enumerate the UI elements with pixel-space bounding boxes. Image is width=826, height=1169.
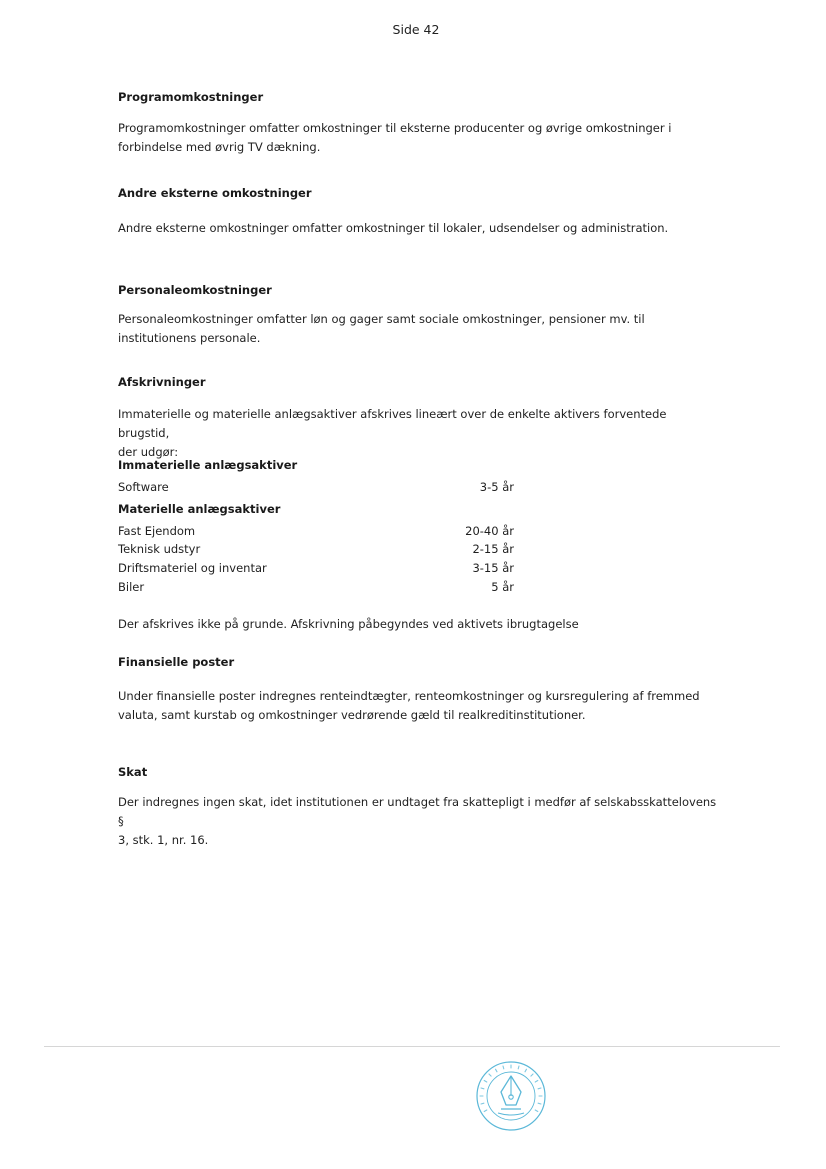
row-value: 2-15 år [472,542,514,556]
paragraph-line: Der indregnes ingen skat, idet institutionen er undtaget fra skattepligt i medfør af selskabsskattelovens § [118,795,717,828]
row-label: Teknisk udstyr [118,542,201,556]
table-row [118,480,514,498]
paragraph-line: Programomkostninger omfatter omkostninger til eksterne producenter og øvrige omkostninger i [118,121,672,135]
row-value: 3-15 år [472,561,514,575]
row-label: Fast Ejendom [118,524,196,538]
paragraph-finansielle-poster [118,687,718,725]
row-value: 20-40 år [465,524,514,538]
paragraph-line: forbindelse med øvrig TV dækning. [118,140,321,154]
paragraph-line: valuta, samt kurstab og omkostninger vedrørende gæld til realkreditinstitutioner. [118,708,586,722]
row-label: Software [118,480,169,494]
heading-personaleomkostninger: Personaleomkostninger [118,283,272,297]
table-row [118,580,514,598]
paragraph-afskrivninger-note [118,615,718,634]
table-row [118,542,514,560]
row-label: Driftsmateriel og inventar [118,561,267,575]
paragraph-line: Der afskrives ikke på grunde. Afskrivning påbegyndes ved aktivets ibrugtagelse [118,617,579,631]
paragraph-line: 3, stk. 1, nr. 16. [118,833,209,847]
table-row [118,561,514,579]
paragraph-afskrivninger [118,405,718,462]
page-number: Side 42 [392,22,440,37]
heading-andre-eksterne: Andre eksterne omkostninger [118,186,312,200]
footer-divider [44,1046,780,1047]
row-value: 5 år [491,580,514,594]
paragraph-andre-eksterne [118,219,718,238]
heading-materielle: Materielle anlægsaktiver [118,502,281,516]
heading-finansielle-poster: Finansielle poster [118,655,235,669]
paragraph-line: der udgør: [118,445,179,459]
heading-programomkostninger: Programomkostninger [118,90,264,104]
heading-skat: Skat [118,765,148,779]
paragraph-personaleomkostninger [118,310,718,348]
paragraph-programomkostninger [118,119,718,157]
paragraph-line: Andre eksterne omkostninger omfatter omkostninger til lokaler, udsendelser og administration. [118,221,669,235]
paragraph-line: Under finansielle poster indregnes renteindtægter, renteomkostninger og kursregulering af fremmed [118,689,700,703]
row-label: Biler [118,580,145,594]
signature-seal-icon [474,1059,548,1133]
paragraph-line: Personaleomkostninger omfatter løn og gager samt sociale omkostninger, pensioner mv. til [118,312,645,326]
paragraph-line: institutionens personale. [118,331,261,345]
paragraph-skat [118,793,718,850]
table-row [118,524,514,542]
heading-afskrivninger: Afskrivninger [118,375,206,389]
heading-immaterielle: Immaterielle anlægsaktiver [118,458,298,472]
row-value: 3-5 år [479,480,514,494]
paragraph-line: Immaterielle og materielle anlægsaktiver afskrives lineært over de enkelte aktivers forventede brugstid, [118,407,667,440]
